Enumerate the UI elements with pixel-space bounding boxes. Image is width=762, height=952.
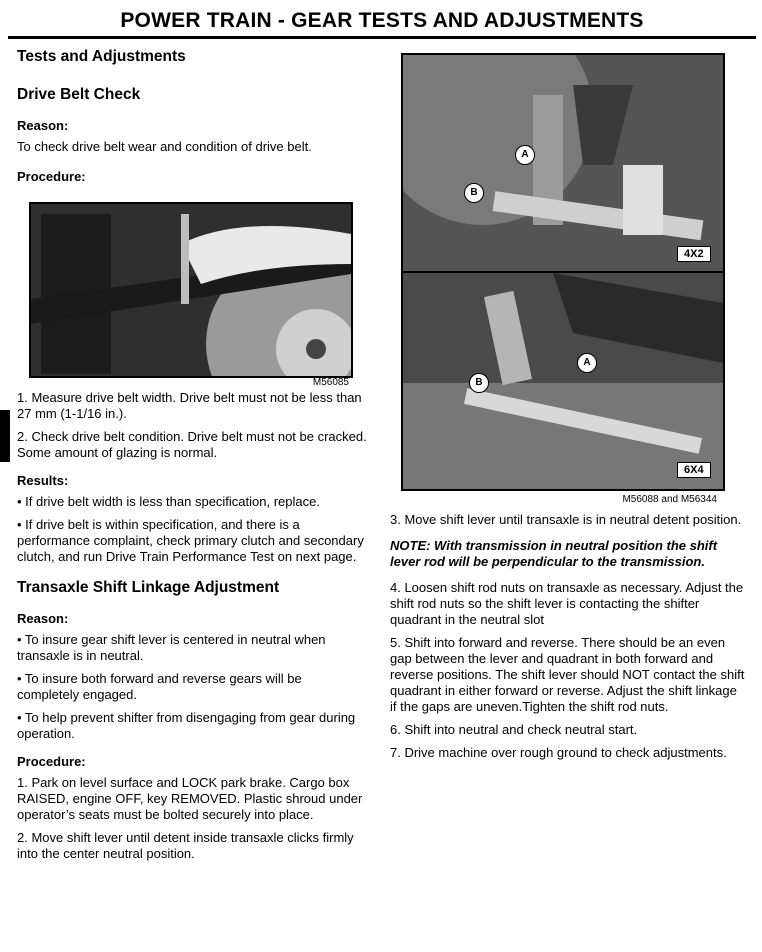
page-title: POWER TRAIN - GEAR TESTS AND ADJUSTMENTS: [120, 9, 644, 32]
reason-label: Reason:: [17, 611, 69, 626]
callout-a: A: [515, 145, 535, 165]
shift-step-7: 7. Drive machine over rough ground to check adjustments.: [390, 745, 727, 760]
section-tab-marker: [0, 410, 10, 462]
results-label: Results:: [17, 473, 69, 488]
shift-linkage-6x4-illustration: [403, 273, 723, 489]
result-item: • If drive belt width is less than specification, replace.: [17, 494, 320, 509]
shift-step-3: 3. Move shift lever until transaxle is in neutral detent position.: [390, 512, 742, 527]
procedure-label: Procedure:: [17, 754, 86, 769]
variant-tag: 4X2: [677, 246, 711, 262]
callout-a: A: [577, 353, 597, 373]
right-column: [390, 512, 745, 768]
shift-step-5: 5. Shift into forward and reverse. There should be an even gap between the lever and quadrant in both forward and reverse positions. The shift lever should NOT contact the shift quadrant in either forward or reverse. Adjust the shift linkage if the gaps are uneven.Tighten the shift rod nuts.: [390, 635, 745, 714]
procedure-label: Procedure:: [17, 169, 86, 184]
figure-id: M56088 and M56344: [622, 494, 717, 505]
shift-step-1: 1. Park on level surface and LOCK park brake. Cargo box RAISED, engine OFF, key REMOVED. Plastic shroud under operator’s seats must be bolted securely into place.: [17, 775, 363, 822]
variant-tag: 6X4: [677, 462, 711, 478]
figure-id: M56085: [312, 377, 349, 388]
reason-item: • To insure gear shift lever is centered in neutral when transaxle is in neutral.: [17, 632, 326, 663]
drive-belt-step-2: 2. Check drive belt condition. Drive belt must not be cracked. Some amount of glazing is normal.: [17, 429, 367, 460]
shift-linkage-4x2-illustration: [403, 55, 723, 271]
drive-belt-illustration: [31, 204, 351, 376]
shift-step-6: 6. Shift into neutral and check neutral start.: [390, 722, 638, 737]
left-column: [17, 48, 367, 869]
shift-step-4: 4. Loosen shift rod nuts on transaxle as necessary. Adjust the shift rod nuts so the shift lever is contacting the shifter quadrant in the neutral slot: [390, 580, 744, 627]
page-header: [8, 6, 756, 39]
reason-label: Reason:: [17, 118, 69, 133]
drive-belt-title: Drive Belt Check: [17, 86, 141, 103]
note-text: NOTE: With transmission in neutral position the shift lever rod will be perpendicular to the transmission.: [390, 538, 718, 569]
reason-text: To check drive belt wear and condition of drive belt.: [17, 139, 312, 154]
result-item: • If drive belt is within specification, and there is a performance complaint, check primary clutch and secondary clutch, and run Drive Train Performance Test on next page.: [17, 517, 364, 564]
shift-step-2: 2. Move shift lever until detent inside transaxle clicks firmly into the center neutral position.: [17, 830, 354, 861]
callout-b: B: [469, 373, 489, 393]
shift-linkage-photo-4x2: [401, 53, 725, 273]
reason-item: • To insure both forward and reverse gears will be completely engaged.: [17, 671, 302, 702]
reason-item: • To help prevent shifter from disengaging from gear during operation.: [17, 710, 356, 741]
section-title: Tests and Adjustments: [17, 48, 186, 65]
shift-linkage-title: Transaxle Shift Linkage Adjustment: [17, 579, 280, 596]
drive-belt-step-1: 1. Measure drive belt width. Drive belt must not be less than 27 mm (1-1/16 in.).: [17, 390, 362, 421]
shift-linkage-photo-6x4: [401, 271, 725, 491]
drive-belt-photo: [29, 202, 353, 378]
callout-b: B: [464, 183, 484, 203]
